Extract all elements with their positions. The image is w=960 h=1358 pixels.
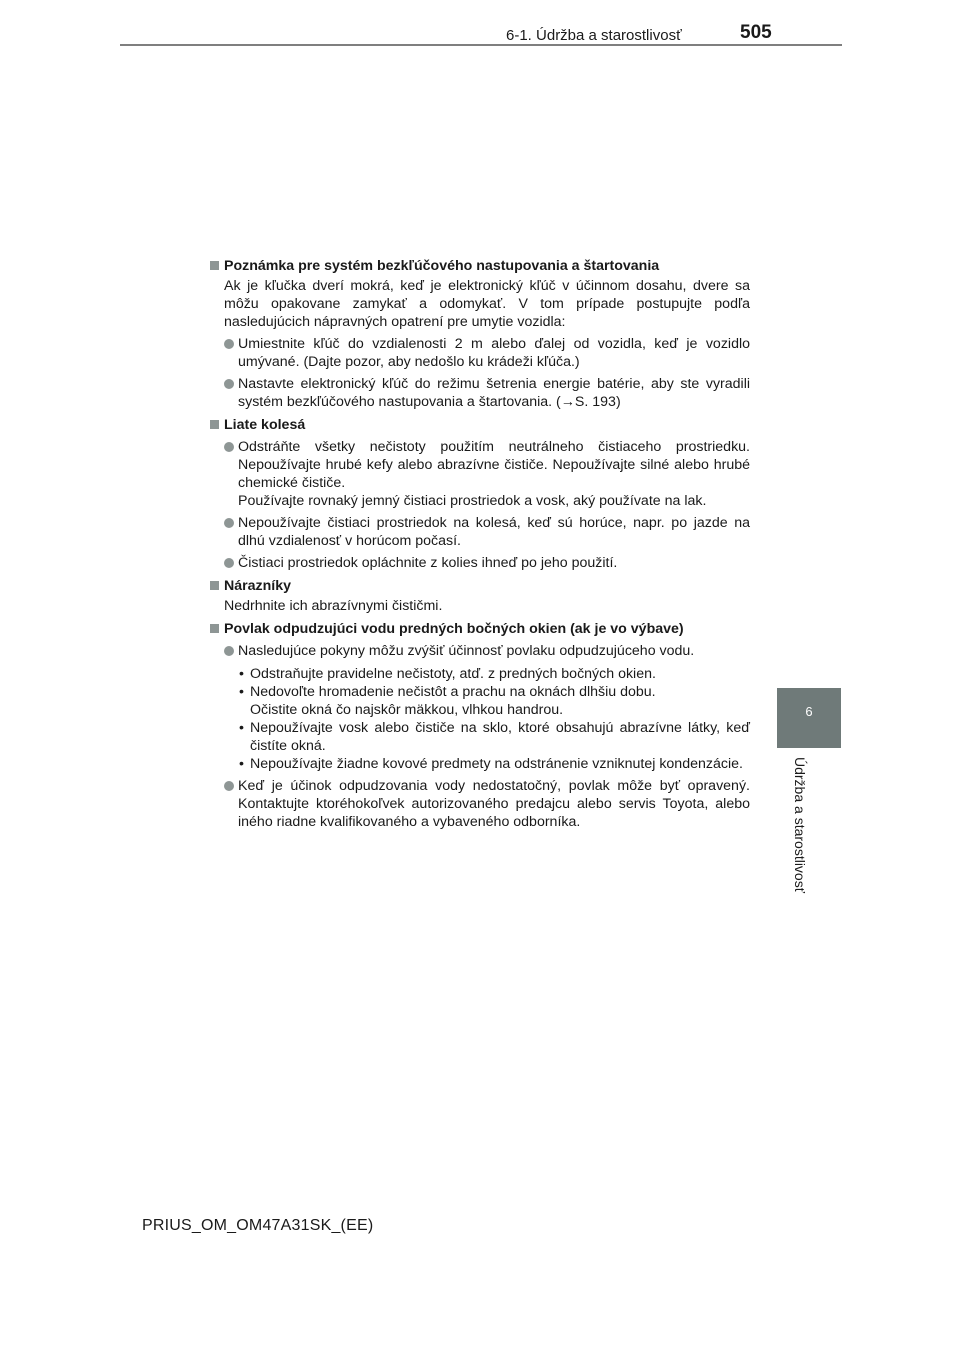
sub-list-item	[210, 719, 750, 755]
paragraph: Ak je kľučka dverí mokrá, keď je elektronický kľúč v účinnom dosahu, dvere sa môžu opakovane zamykať a odomykať. V tom prípade postupujte podľa nasledujúcich nápravných opatrení pre umytie vozidla:	[224, 278, 750, 330]
list-item-text: Nasledujúce pokyny môžu zvýšiť účinnosť povlaku odpudzujúceho vodu.	[238, 643, 695, 659]
section-title: Nárazníky	[224, 578, 292, 594]
list-item-text: Odstráňte všetky nečistoty použitím neutrálneho čistiaceho prostriedku. Nepoužívajte hrubé kefy alebo abrazívne čističe. Nepoužívajte silné alebo hrubé chemické čističe.	[238, 439, 750, 491]
sub-list-item-text: Nepoužívajte žiadne kovové predmety na odstránenie vzniknutej kondenzácie.	[250, 756, 743, 772]
section-heading	[210, 620, 750, 638]
list-item	[210, 777, 750, 831]
sub-list-item	[210, 665, 750, 683]
circle-bullet-icon	[224, 646, 234, 656]
list-item-text: Používajte rovnaký jemný čistiaci prostriedok a vosk, aký používate na lak.	[238, 493, 707, 509]
chapter-label: Údržba a starostlivosť	[792, 757, 808, 893]
list-item-text: Nastavte elektronický kľúč do režimu šetrenia energie batérie, aby ste vyradili systém bezkľúčového nastupovania a štartovania. (→S. 193)	[238, 376, 750, 410]
sub-list-item	[210, 755, 750, 773]
chapter-number: 6	[805, 704, 813, 719]
section-title: Liate kolesá	[224, 417, 306, 433]
section-heading	[210, 257, 750, 275]
section-heading	[210, 577, 750, 595]
header-rule	[120, 44, 842, 46]
paragraph: Nedrhnite ich abrazívnymi čističmi.	[224, 598, 443, 614]
list-item-text: Nepoužívajte čistiaci prostriedok na kolesá, keď sú horúce, napr. po jazde na dlhú vzdialenosť v horúcom počasí.	[238, 515, 750, 549]
sub-list-item-text: Očistite okná čo najskôr mäkkou, vlhkou handrou.	[250, 702, 564, 718]
list-item-text: Umiestnite kľúč do vzdialenosti 2 m alebo ďalej od vozidla, keď je vozidlo umývané. (Dajte pozor, aby nedošlo ku krádeži kľúča.)	[238, 336, 750, 370]
circle-bullet-icon	[224, 781, 234, 791]
square-bullet-icon	[210, 624, 219, 633]
sub-list-item-text: Odstraňujte pravidelne nečistoty, atď. z predných bočných okien.	[250, 666, 656, 682]
list-item	[210, 554, 750, 572]
section-title: Povlak odpudzujúci vodu predných bočných okien (ak je vo výbave)	[224, 621, 684, 637]
list-item-text: Čistiaci prostriedok opláchnite z kolies ihneď po jeho použití.	[238, 555, 618, 571]
sub-bullet-mark: •	[239, 756, 244, 772]
sub-list-item	[210, 683, 750, 719]
circle-bullet-icon	[224, 518, 234, 528]
sub-list-item-text: Nepoužívajte vosk alebo čističe na sklo, ktoré obsahujú abrazívne látky, keď čistíte okná.	[250, 720, 750, 754]
list-item-text: Keď je účinok odpudzovania vody nedostatočný, povlak môže byť opravený. Kontaktujte ktoréhokoľvek autorizovaného predajcu alebo servis Toyota, alebo iného riadne kvalifikovaného a vybaveného odborníka.	[238, 778, 750, 830]
list-item	[210, 642, 750, 660]
list-item	[210, 438, 750, 510]
square-bullet-icon	[210, 420, 219, 429]
page-number: 505	[740, 22, 772, 43]
document-code: PRIUS_OM_OM47A31SK_(EE)	[142, 1217, 374, 1234]
list-item	[210, 335, 750, 371]
section-title: Poznámka pre systém bezkľúčového nastupovania a štartovania	[224, 258, 660, 274]
list-item	[210, 375, 750, 411]
sub-bullet-mark: •	[239, 720, 244, 736]
sub-bullet-mark: •	[239, 684, 244, 700]
circle-bullet-icon	[224, 558, 234, 568]
list-item	[210, 514, 750, 550]
main-content	[210, 257, 750, 831]
section-heading	[210, 416, 750, 434]
square-bullet-icon	[210, 261, 219, 270]
circle-bullet-icon	[224, 339, 234, 349]
circle-bullet-icon	[224, 379, 234, 389]
sub-bullet-mark: •	[239, 666, 244, 682]
sub-list-item-text: Nedovoľte hromadenie nečistôt a prachu na oknách dlhšiu dobu.	[250, 684, 656, 700]
square-bullet-icon	[210, 581, 219, 590]
circle-bullet-icon	[224, 442, 234, 452]
header-section-title: 6-1. Údržba a starostlivosť	[506, 27, 682, 44]
